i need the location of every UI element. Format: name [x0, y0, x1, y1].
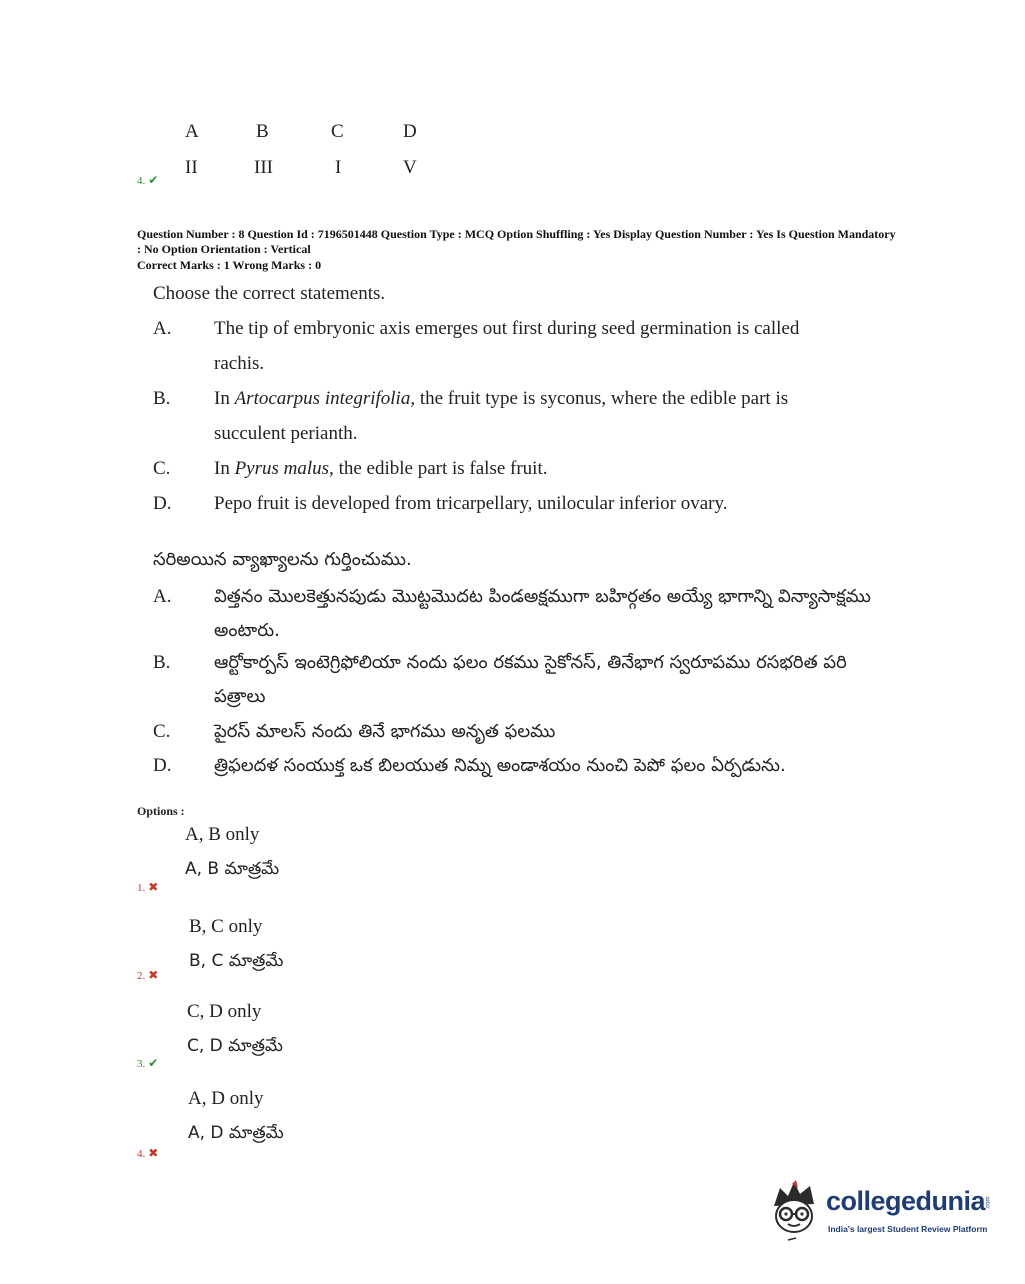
- check-icon: ✔: [148, 173, 159, 187]
- match-value-b: III: [254, 157, 273, 178]
- mascot-icon: [766, 1178, 824, 1248]
- option-4[interactable]: [188, 1081, 284, 1151]
- statement-text: [214, 451, 854, 486]
- check-icon: ✔: [148, 1056, 159, 1070]
- species-name: Artocarpus integrifolia,: [234, 388, 416, 409]
- statement-text: విత్తనం మొలకెత్తునపుడు మొట్టమొదట పిండఅక్షముగా బహిర్గతం అయ్యే భాగాన్ని విన్యాసాక్షము అంటారు.: [214, 586, 871, 641]
- statement-letter: D.: [153, 493, 172, 514]
- statement-text: త్రిఫలదళ సంయుక్త ఒక బిలయుత నిమ్న అండాశయం నుంచి పెపో ఫలం ఏర్పడును.: [214, 755, 786, 776]
- cross-icon: ✖: [148, 1146, 159, 1160]
- option-number-text: 4.: [137, 1148, 146, 1160]
- option-3[interactable]: [187, 994, 283, 1064]
- match-value-d: V: [403, 157, 417, 178]
- brand-name: collegedunia: [826, 1186, 986, 1216]
- statement-letter: C.: [153, 458, 171, 479]
- statement-letter: D.: [153, 755, 172, 776]
- option-text-te: B, C మాత్రమే: [189, 951, 284, 971]
- statement-letter: A.: [153, 318, 172, 339]
- prev-option-number: [137, 173, 158, 188]
- option-text-en: B, C only: [189, 916, 263, 937]
- option-text-te: C, D మాత్రమే: [187, 1036, 283, 1056]
- option-2[interactable]: [189, 909, 283, 979]
- option-text-en: C, D only: [187, 1001, 262, 1022]
- statement-text-pre: In: [214, 458, 235, 479]
- options-label: Options :: [137, 804, 185, 818]
- option-text-en: A, D only: [188, 1088, 264, 1109]
- question-stem-en: Choose the correct statements.: [153, 283, 386, 304]
- marks-meta: Correct Marks : 1 Wrong Marks : 0: [137, 258, 322, 272]
- option-number-text: 1.: [137, 882, 146, 894]
- option-number-text: 2.: [137, 970, 146, 982]
- option-1[interactable]: [185, 817, 279, 887]
- question-stem-te: సరిఅయిన వ్యాఖ్యాలను గుర్తించుము.: [153, 549, 412, 570]
- prev-option-number-text: 4.: [137, 175, 146, 187]
- brand-suffix: .com: [985, 1196, 992, 1210]
- option-number-text: 3.: [137, 1058, 146, 1070]
- statement-text-pre: In: [214, 388, 235, 409]
- option-text-en: A, B only: [185, 824, 260, 845]
- question-meta: Question Number : 8 Question Id : 7196501448 Question Type : MCQ Option Shuffling : Yes Display Question Number : Yes Is Question Mandatory : No Option Orientation : Vertical: [137, 227, 896, 256]
- option-number: [137, 968, 158, 983]
- match-header-c: C: [331, 121, 344, 142]
- brand-tagline: India's largest Student Review Platform: [828, 1224, 988, 1234]
- match-value-c: I: [335, 157, 342, 178]
- statement-letter: C.: [153, 721, 171, 742]
- statement-text: ఆర్టోకార్పస్ ఇంటెగ్రిఫోలియా నందు ఫలం రకము సైకోనస్, తినేభాగ స్వరూపము రసభరిత పరి పత్రాలు: [214, 652, 847, 707]
- statement-text: The tip of embryonic axis emerges out first during seed germination is called rachis.: [214, 318, 800, 374]
- statement-letter: A.: [153, 586, 172, 607]
- statement-text-post: the edible part is false fruit.: [333, 458, 548, 479]
- match-header-b: B: [256, 121, 269, 142]
- match-value-a: II: [185, 157, 198, 178]
- option-number: [137, 880, 158, 895]
- option-text-te: A, B మాత్రమే: [185, 859, 280, 879]
- statement-text: [214, 381, 854, 451]
- statement-text-post: the fruit type is syconus, where the edible part is succulent perianth.: [214, 388, 789, 444]
- option-number: [137, 1146, 158, 1161]
- species-name: Pyrus malus,: [234, 458, 334, 479]
- option-text-te: A, D మాత్రమే: [188, 1123, 284, 1143]
- match-header-d: D: [403, 121, 417, 142]
- option-number: [137, 1056, 158, 1071]
- statement-text: పైరస్ మాలస్ నందు తినే భాగము అనృత ఫలము: [214, 721, 556, 742]
- statement-letter: B.: [153, 652, 171, 673]
- match-header-a: A: [185, 121, 199, 142]
- cross-icon: ✖: [148, 968, 159, 982]
- statement-text: Pepo fruit is developed from tricarpellary, unilocular inferior ovary.: [214, 493, 728, 514]
- statement-letter: B.: [153, 388, 171, 409]
- brand-logo: [766, 1178, 996, 1248]
- cross-icon: ✖: [148, 880, 159, 894]
